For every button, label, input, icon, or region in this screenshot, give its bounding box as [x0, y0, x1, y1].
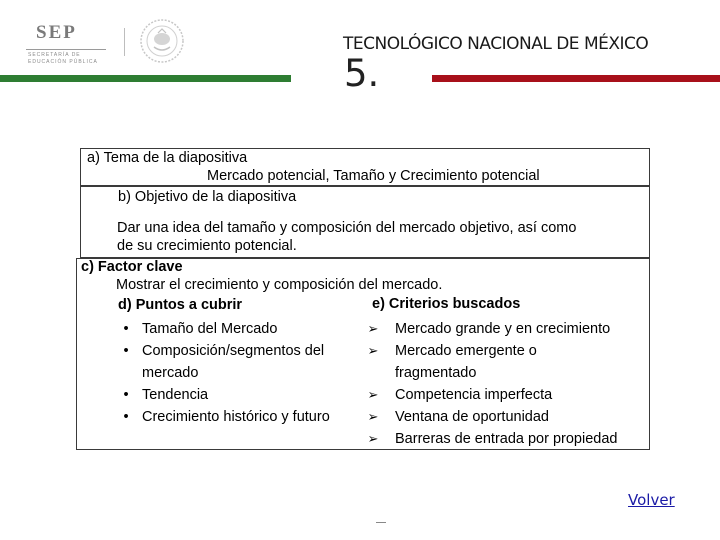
header-green-bar — [0, 75, 291, 82]
criteria-list — [365, 318, 617, 450]
topic-value: Mercado potencial, Tamaño y Crecimiento potencial — [207, 168, 540, 184]
key-factor-value: Mostrar el crecimiento y composición del mercado. — [116, 277, 443, 293]
footer-mark — [376, 522, 386, 523]
logo-divider — [124, 28, 125, 56]
list-item: ➢ Mercado emergente o — [365, 340, 617, 362]
criteria-label: e) Criterios buscados — [372, 296, 521, 312]
arrow-bullet-icon: ➢ — [367, 387, 379, 402]
list-item: ➢ Ventana de oportunidad — [365, 406, 617, 428]
sep-logo-subtitle-2: EDUCACIÓN PÚBLICA — [28, 59, 98, 65]
arrow-bullet-icon: ➢ — [367, 343, 379, 358]
points-list — [118, 318, 330, 428]
bullet-icon: • — [123, 409, 129, 425]
bullet-icon: • — [123, 343, 129, 359]
list-item: • Tendencia — [118, 384, 330, 406]
list-item-wrap: fragmentado — [395, 365, 477, 381]
key-factor-label: c) Factor clave — [81, 259, 183, 275]
objective-text-line1: Dar una idea del tamaño y composición del mercado objetivo, así como — [117, 220, 577, 236]
sep-logo-subtitle-1: SECRETARÍA DE — [28, 52, 81, 58]
points-label: d) Puntos a cubrir — [118, 297, 243, 313]
arrow-bullet-icon: ➢ — [367, 321, 379, 336]
sep-logo — [26, 22, 106, 64]
bullet-icon: • — [123, 387, 129, 403]
list-item: • Composición/segmentos del — [118, 340, 330, 362]
arrow-bullet-icon: ➢ — [367, 409, 379, 424]
list-item: ➢ Mercado grande y en crecimiento — [365, 318, 617, 340]
topic-label: a) Tema de la diapositiva — [87, 150, 248, 166]
objective-label: b) Objetivo de la diapositiva — [118, 189, 297, 205]
list-item: ➢ Barreras de entrada por propiedad — [365, 428, 617, 450]
header-red-bar — [432, 75, 720, 82]
bullet-icon: • — [123, 321, 129, 337]
sep-logo-rule — [26, 49, 106, 50]
list-item: • Crecimiento histórico y futuro — [118, 406, 330, 428]
list-item: ➢ Competencia imperfecta — [365, 384, 617, 406]
list-item-wrap: mercado — [142, 365, 199, 381]
slide-number: 5. — [344, 52, 380, 95]
list-item: • Tamaño del Mercado — [118, 318, 330, 340]
objective-text-line2: de su crecimiento potencial. — [117, 238, 297, 254]
arrow-bullet-icon: ➢ — [367, 431, 379, 446]
sep-logo-text: SEP — [36, 22, 77, 43]
back-link[interactable]: Volver — [628, 491, 675, 509]
institution-name: TECNOLÓGICO NACIONAL DE MÉXICO — [343, 34, 649, 54]
national-seal-icon — [134, 17, 190, 65]
